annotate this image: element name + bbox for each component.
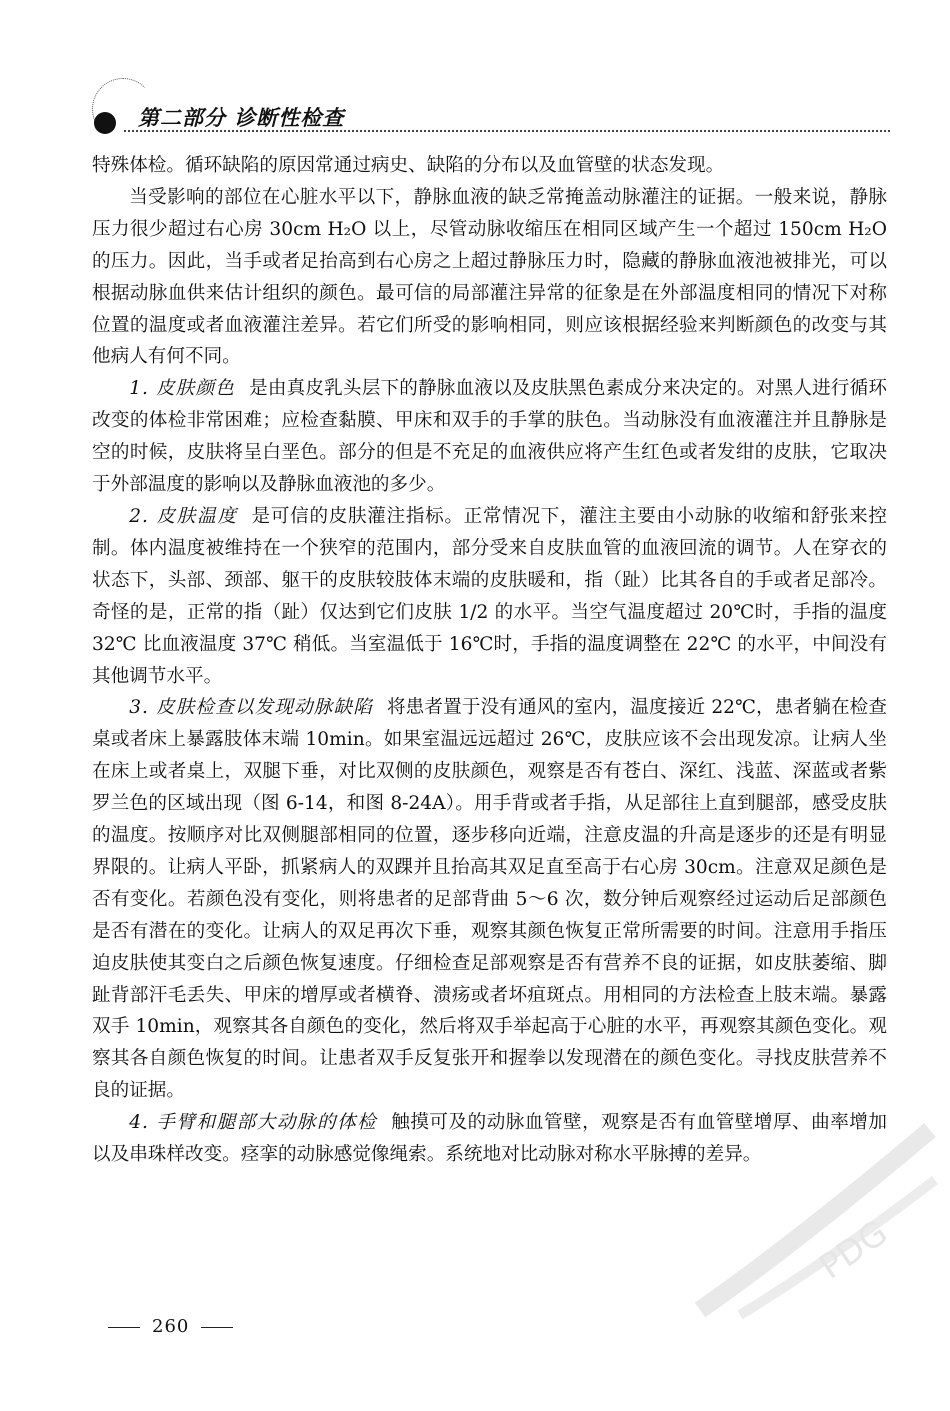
footer-dash-left <box>108 1327 140 1328</box>
paragraph-text: 触摸可及的动脉血管壁，观察是否有血管壁增厚、曲率增加以及串珠样改变。痉挛的动脉感觉像绳索。系统地对比动脉对称水平脉搏的差异。 <box>92 1112 887 1166</box>
section-title: 第二部分 诊断性检查 <box>138 106 345 130</box>
page-number: 260 <box>152 1316 190 1337</box>
footer-dash-right <box>201 1327 233 1328</box>
paragraph-text: 当受影响的部位在心脏水平以下，静脉血液的缺乏常掩盖动脉灌注的证据。一般来说，静脉压力很少超过右心房 30cm H₂O 以上，尽管动脉收缩压在相同区域产生一个超过 150cm H₂O 的压力。因此，当手或者足抬高到右心房之上超过静脉压力时，隐藏的静脉血液池被排光，可以根据动脉血供来估计组织的颜色。最可信的局部灌注异常的征象是在外部温度相同的情况下对称位置的温度或者血液灌注差异。若它们所受的影响相同，则应该根据经验来判断颜色的改变与其他病人有何不同。 <box>92 186 887 368</box>
paragraph-heading: 4. 手臂和腿部大动脉的体检 <box>129 1112 378 1134</box>
paragraph-heading: 2. 皮肤温度 <box>129 505 238 527</box>
body-text <box>92 150 887 1171</box>
section-bullet-icon <box>94 112 116 134</box>
paragraph-text: 是可信的皮肤灌注指标。正常情况下，灌注主要由小动脉的收缩和舒张来控制。体内温度被维持在一个狭窄的范围内，部分受来自皮肤血管的血液回流的调节。人在穿衣的状态下，头部、颈部、躯干的皮肤较肢体末端的皮肤暖和，指（趾）比其各自的手或者足部冷。奇怪的是，正常的指（趾）仅达到它们皮肤 1/2 的水平。当空气温度超过 20℃时，手指的温度 32℃ 比血液温度 37℃ 稍低。当室温低于 16℃时，手指的温度调整在 22℃ 的水平，中间没有其他调节水平。 <box>92 505 887 687</box>
paragraph-text: 是由真皮乳头层下的静脉血液以及皮肤黑色素成分来决定的。对黑人进行循环改变的体检非常困难；应检查黏膜、甲床和双手的手掌的肤色。当动脉没有血液灌注并且静脉是空的时候，皮肤将呈白垩色。部分的但是不充足的血液供应将产生红色或者发绀的皮肤，它取决于外部温度的影响以及静脉血液池的多少。 <box>92 378 887 496</box>
paragraph-heading: 3. 皮肤检查以发现动脉缺陷 <box>129 697 373 719</box>
header-dotted-rule <box>124 130 890 132</box>
paragraph-artery-exam <box>92 1107 887 1171</box>
paragraph-skin-exam <box>92 692 887 1107</box>
watermark-text: PDG <box>812 1212 895 1288</box>
page-header <box>90 78 890 148</box>
paragraph <box>92 150 887 182</box>
paragraph-skin-color <box>92 373 887 501</box>
paragraph <box>92 182 887 373</box>
paragraph-heading: 1. 皮肤颜色 <box>129 378 236 400</box>
paragraph-skin-temperature <box>92 501 887 692</box>
page-footer <box>108 1316 233 1337</box>
paragraph-text: 特殊体检。循环缺陷的原因常通过病史、缺陷的分布以及血管壁的状态发现。 <box>92 155 725 176</box>
paragraph-text: 将患者置于没有通风的室内，温度接近 22℃，患者躺在检查桌或者床上暴露肢体末端 10min。如果室温远远超过 26℃，皮肤应该不会出现发凉。让病人坐在床上或者桌上，双腿下垂，对比双侧的皮肤颜色，观察是否有苍白、深红、浅蓝、深蓝或者紫罗兰色的区域出现（图 6-14，和图 8-24A）。用手背或者手指，从足部往上直到腿部，感受皮肤的温度。按顺序对比双侧腿部相同的位置，逐步移向近端，注意皮温的升高是逐步的还是有明显界限的。让病人平卧，抓紧病人的双踝并且抬高其双足直至高于右心房 30cm。注意双足颜色是否有变化。若颜色没有变化，则将患者的足部背曲 5～6 次，数分钟后观察经过运动后足部颜色是否有潜在的变化。让病人的双足再次下垂，观察其颜色恢复正常所需要的时间。注意用手指压迫皮肤使其变白之后颜色恢复速度。仔细检查足部观察是否有营养不良的证据，如皮肤萎缩、脚趾背部汗毛丢失、甲床的增厚或者横脊、溃疡或者坏疽斑点。用相同的方法检查上肢末端。暴露双手 10min，观察其各自颜色的变化，然后将双手举起高于心脏的水平，再观察其颜色变化。观察其各自颜色恢复的时间。让患者双手反复张开和握拳以发现潜在的颜色变化。寻找皮肤营养不良的证据。 <box>92 697 887 1102</box>
